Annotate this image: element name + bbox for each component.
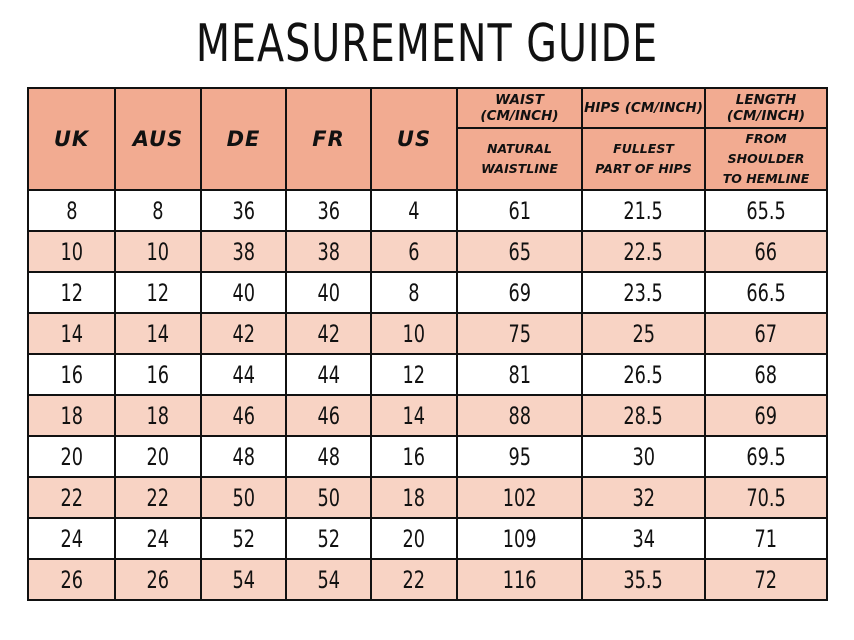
cell-de: [201, 395, 286, 436]
cell-aus: [115, 272, 201, 313]
cell-value: 72: [754, 565, 778, 594]
cell-value: 6: [408, 237, 420, 266]
cell-aus: [115, 395, 201, 436]
column-header-waist: WAIST (CM/INCH): [457, 88, 582, 128]
cell-waist: [457, 559, 582, 600]
cell-de: [201, 354, 286, 395]
cell-value: 26: [146, 565, 170, 594]
cell-us: [371, 313, 457, 354]
table-row: [28, 477, 827, 518]
cell-value: 10: [402, 319, 426, 348]
cell-value: 18: [60, 401, 83, 430]
cell-value: 54: [317, 565, 340, 594]
cell-value: 20: [146, 442, 170, 471]
cell-value: 54: [232, 565, 255, 594]
cell-value: 68: [754, 360, 778, 389]
cell-de: [201, 436, 286, 477]
waist-description: [457, 128, 582, 190]
cell-value: 69: [508, 278, 531, 307]
column-header-us: US: [371, 88, 457, 190]
cell-value: 25: [632, 319, 655, 348]
cell-aus: [115, 559, 201, 600]
cell-fr: [286, 354, 371, 395]
cell-uk: [28, 272, 115, 313]
cell-value: 32: [632, 483, 655, 512]
cell-fr: [286, 395, 371, 436]
cell-waist: [457, 395, 582, 436]
cell-value: 12: [146, 278, 170, 307]
cell-fr: [286, 313, 371, 354]
cell-value: 18: [146, 401, 170, 430]
cell-value: 26: [60, 565, 83, 594]
cell-de: [201, 477, 286, 518]
cell-fr: [286, 231, 371, 272]
cell-length: [705, 231, 827, 272]
cell-value: 38: [317, 237, 340, 266]
cell-hips: [582, 436, 705, 477]
cell-value: 52: [232, 524, 255, 553]
cell-value: 69.5: [746, 442, 786, 471]
cell-value: 65: [508, 237, 531, 266]
table-row: [28, 190, 827, 231]
cell-value: 71: [754, 524, 778, 553]
cell-waist: [457, 313, 582, 354]
cell-waist: [457, 272, 582, 313]
cell-aus: [115, 477, 201, 518]
cell-value: 18: [402, 483, 426, 512]
cell-value: 42: [317, 319, 340, 348]
cell-value: 20: [402, 524, 426, 553]
cell-value: 109: [502, 524, 537, 553]
cell-value: 116: [502, 565, 537, 594]
cell-value: 88: [508, 401, 531, 430]
cell-us: [371, 477, 457, 518]
cell-value: 22.5: [623, 237, 664, 266]
cell-length: [705, 559, 827, 600]
cell-waist: [457, 518, 582, 559]
cell-value: 14: [60, 319, 83, 348]
cell-value: 66: [754, 237, 778, 266]
cell-de: [201, 231, 286, 272]
cell-length: [705, 272, 827, 313]
page-title: MEASUREMENT GUIDE: [195, 14, 659, 75]
cell-fr: [286, 477, 371, 518]
table-body: [28, 190, 827, 600]
cell-fr: [286, 272, 371, 313]
column-header-aus: AUS: [115, 88, 201, 190]
column-header-uk: UK: [28, 88, 115, 190]
cell-length: [705, 477, 827, 518]
cell-value: 12: [402, 360, 426, 389]
cell-fr: [286, 559, 371, 600]
cell-hips: [582, 477, 705, 518]
table-row: [28, 559, 827, 600]
cell-value: 40: [232, 278, 255, 307]
cell-uk: [28, 559, 115, 600]
length-description-line2: TO HEMLINE: [722, 171, 810, 186]
cell-aus: [115, 190, 201, 231]
size-table: [27, 87, 828, 601]
column-header-de: DE: [201, 88, 286, 190]
cell-value: 30: [632, 442, 655, 471]
table-row: [28, 272, 827, 313]
cell-de: [201, 190, 286, 231]
cell-value: 24: [146, 524, 170, 553]
cell-de: [201, 518, 286, 559]
cell-waist: [457, 354, 582, 395]
table-row: [28, 395, 827, 436]
cell-uk: [28, 231, 115, 272]
cell-us: [371, 559, 457, 600]
cell-uk: [28, 395, 115, 436]
cell-aus: [115, 436, 201, 477]
waist-description-line1: NATURAL: [487, 141, 552, 156]
table-row: [28, 518, 827, 559]
header-row: [28, 88, 827, 128]
cell-waist: [457, 190, 582, 231]
table-row: [28, 231, 827, 272]
cell-de: [201, 559, 286, 600]
cell-value: 48: [317, 442, 340, 471]
cell-fr: [286, 190, 371, 231]
cell-value: 66.5: [746, 278, 786, 307]
cell-length: [705, 518, 827, 559]
cell-value: 36: [317, 196, 340, 225]
cell-value: 24: [60, 524, 83, 553]
cell-value: 35.5: [623, 565, 664, 594]
cell-value: 46: [317, 401, 340, 430]
cell-hips: [582, 190, 705, 231]
column-header-hips: HIPS (CM/INCH): [582, 88, 705, 128]
hips-description-line2: PART OF HIPS: [595, 161, 692, 176]
cell-value: 14: [146, 319, 170, 348]
table-row: [28, 354, 827, 395]
cell-waist: [457, 231, 582, 272]
cell-value: 10: [60, 237, 83, 266]
cell-length: [705, 190, 827, 231]
cell-aus: [115, 313, 201, 354]
cell-value: 16: [146, 360, 170, 389]
cell-length: [705, 395, 827, 436]
cell-value: 14: [402, 401, 426, 430]
cell-value: 23.5: [623, 278, 664, 307]
cell-value: 21.5: [623, 196, 664, 225]
cell-value: 75: [508, 319, 531, 348]
cell-value: 44: [317, 360, 340, 389]
cell-value: 8: [408, 278, 420, 307]
cell-value: 50: [232, 483, 255, 512]
hips-description: [582, 128, 705, 190]
cell-length: [705, 354, 827, 395]
table-row: [28, 436, 827, 477]
cell-us: [371, 518, 457, 559]
cell-us: [371, 395, 457, 436]
cell-waist: [457, 477, 582, 518]
cell-value: 38: [232, 237, 255, 266]
cell-value: 34: [632, 524, 655, 553]
cell-value: 52: [317, 524, 340, 553]
cell-value: 12: [60, 278, 83, 307]
cell-waist: [457, 436, 582, 477]
cell-value: 70.5: [746, 483, 786, 512]
cell-value: 8: [65, 196, 78, 225]
cell-value: 50: [317, 483, 340, 512]
cell-us: [371, 354, 457, 395]
cell-length: [705, 313, 827, 354]
cell-aus: [115, 231, 201, 272]
cell-value: 22: [146, 483, 170, 512]
cell-value: 42: [232, 319, 255, 348]
cell-hips: [582, 518, 705, 559]
cell-value: 16: [60, 360, 83, 389]
cell-hips: [582, 559, 705, 600]
column-header-length: LENGTH (CM/INCH): [705, 88, 827, 128]
cell-value: 20: [60, 442, 83, 471]
table-row: [28, 313, 827, 354]
cell-value: 67: [754, 319, 778, 348]
cell-value: 46: [232, 401, 255, 430]
cell-value: 48: [232, 442, 255, 471]
cell-value: 10: [146, 237, 170, 266]
cell-uk: [28, 190, 115, 231]
cell-uk: [28, 518, 115, 559]
cell-value: 36: [232, 196, 255, 225]
cell-hips: [582, 313, 705, 354]
cell-value: 102: [502, 483, 537, 512]
cell-value: 4: [408, 196, 420, 225]
cell-aus: [115, 518, 201, 559]
cell-hips: [582, 231, 705, 272]
cell-uk: [28, 477, 115, 518]
cell-length: [705, 436, 827, 477]
cell-value: 95: [508, 442, 531, 471]
cell-de: [201, 313, 286, 354]
cell-hips: [582, 354, 705, 395]
cell-uk: [28, 313, 115, 354]
cell-value: 28.5: [623, 401, 664, 430]
column-header-fr: FR: [286, 88, 371, 190]
cell-value: 81: [508, 360, 531, 389]
cell-hips: [582, 272, 705, 313]
cell-fr: [286, 518, 371, 559]
cell-us: [371, 231, 457, 272]
cell-value: 69: [754, 401, 778, 430]
cell-hips: [582, 395, 705, 436]
cell-value: 22: [402, 565, 426, 594]
hips-description-line1: FULLEST: [613, 141, 674, 156]
cell-value: 8: [152, 196, 164, 225]
cell-value: 16: [402, 442, 426, 471]
cell-value: 44: [232, 360, 255, 389]
length-description: [705, 128, 827, 190]
length-description-line1: FROM SHOULDER: [727, 131, 805, 166]
cell-uk: [28, 354, 115, 395]
cell-us: [371, 272, 457, 313]
cell-uk: [28, 436, 115, 477]
cell-value: 26.5: [623, 360, 664, 389]
cell-value: 22: [60, 483, 83, 512]
cell-us: [371, 436, 457, 477]
cell-fr: [286, 436, 371, 477]
cell-value: 40: [317, 278, 340, 307]
cell-aus: [115, 354, 201, 395]
cell-value: 65.5: [746, 196, 786, 225]
cell-de: [201, 272, 286, 313]
cell-value: 61: [508, 196, 531, 225]
cell-us: [371, 190, 457, 231]
waist-description-line2: WAISTLINE: [481, 161, 558, 176]
